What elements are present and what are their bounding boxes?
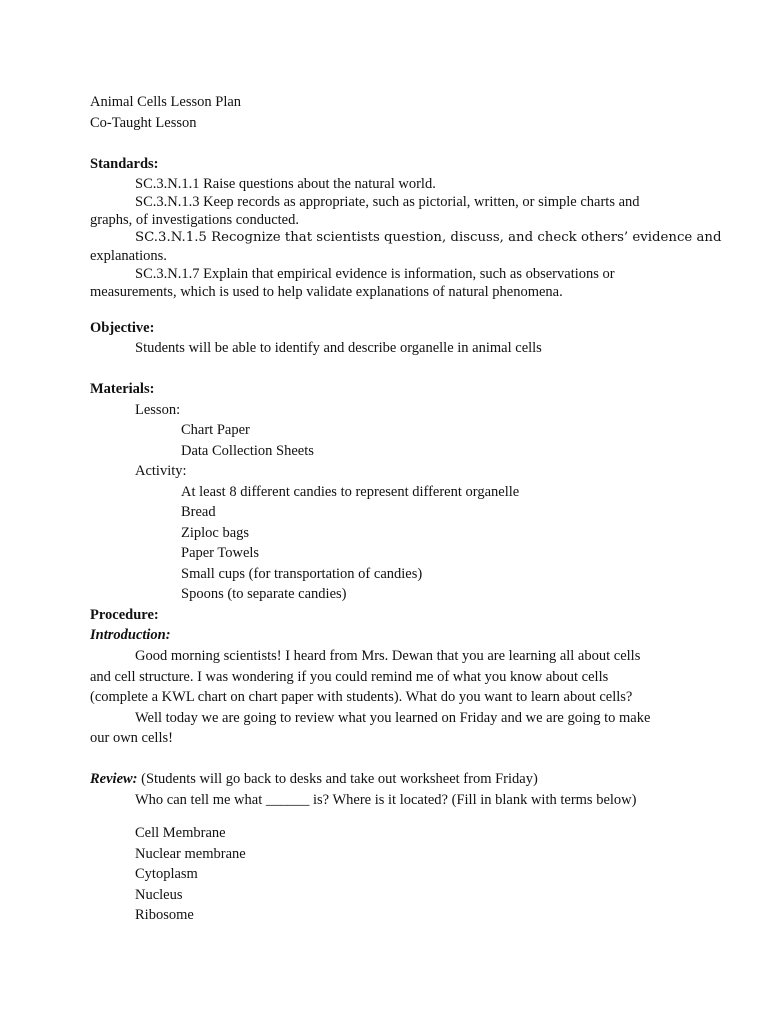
list-item: Small cups (for transportation of candies) xyxy=(181,566,423,582)
standard-line: SC.3.N.1.5 Recognize that scientists question, discuss, and check others’ evidence and xyxy=(135,230,722,245)
introduction-line: our own cells! xyxy=(90,730,173,746)
list-item: Paper Towels xyxy=(181,545,260,561)
list-item: Spoons (to separate candies) xyxy=(181,586,347,602)
list-item: Bread xyxy=(181,504,216,520)
document-subtitle: Co-Taught Lesson xyxy=(90,115,197,131)
review-heading: Review: xyxy=(90,771,138,787)
introduction-line: Well today we are going to review what you learned on Friday and we are going to make xyxy=(135,710,651,726)
review-line xyxy=(90,770,538,788)
list-item: Nuclear membrane xyxy=(135,846,246,862)
materials-activity-label: Activity: xyxy=(135,463,187,479)
introduction-line: and cell structure. I was wondering if you could remind me of what you know about cells xyxy=(90,669,609,685)
list-item: Chart Paper xyxy=(181,422,250,438)
materials-lesson-label: Lesson: xyxy=(135,402,181,418)
list-item: Data Collection Sheets xyxy=(181,443,314,459)
introduction-line: Good morning scientists! I heard from Mrs. Dewan that you are learning all about cells xyxy=(135,648,641,664)
standards-heading: Standards: xyxy=(90,156,159,172)
introduction-heading: Introduction: xyxy=(90,627,171,643)
standard-line: SC.3.N.1.3 Keep records as appropriate, such as pictorial, written, or simple charts and xyxy=(135,194,640,210)
introduction-line: (complete a KWL chart on chart paper with students). What do you want to learn about cells? xyxy=(90,689,633,705)
standard-line: measurements, which is used to help validate explanations of natural phenomena. xyxy=(90,284,563,300)
standard-line: explanations. xyxy=(90,248,167,264)
procedure-heading: Procedure: xyxy=(90,607,159,623)
list-item: Ziploc bags xyxy=(181,525,250,541)
review-note: (Students will go back to desks and take out worksheet from Friday) xyxy=(137,771,538,787)
list-item: Cell Membrane xyxy=(135,825,226,841)
list-item: Cytoplasm xyxy=(135,866,198,882)
review-question: Who can tell me what ______ is? Where is it located? (Fill in blank with terms below) xyxy=(135,792,637,808)
objective-heading: Objective: xyxy=(90,320,155,336)
standard-line: SC.3.N.1.1 Raise questions about the natural world. xyxy=(135,176,436,192)
list-item: Ribosome xyxy=(135,907,194,923)
standard-line: graphs, of investigations conducted. xyxy=(90,212,299,228)
objective-text: Students will be able to identify and describe organelle in animal cells xyxy=(135,340,542,356)
document-title: Animal Cells Lesson Plan xyxy=(90,94,242,110)
materials-heading: Materials: xyxy=(90,381,155,397)
list-item: Nucleus xyxy=(135,887,183,903)
list-item: At least 8 different candies to represent different organelle xyxy=(181,484,520,500)
standard-line: SC.3.N.1.7 Explain that empirical evidence is information, such as observations or xyxy=(135,266,615,282)
